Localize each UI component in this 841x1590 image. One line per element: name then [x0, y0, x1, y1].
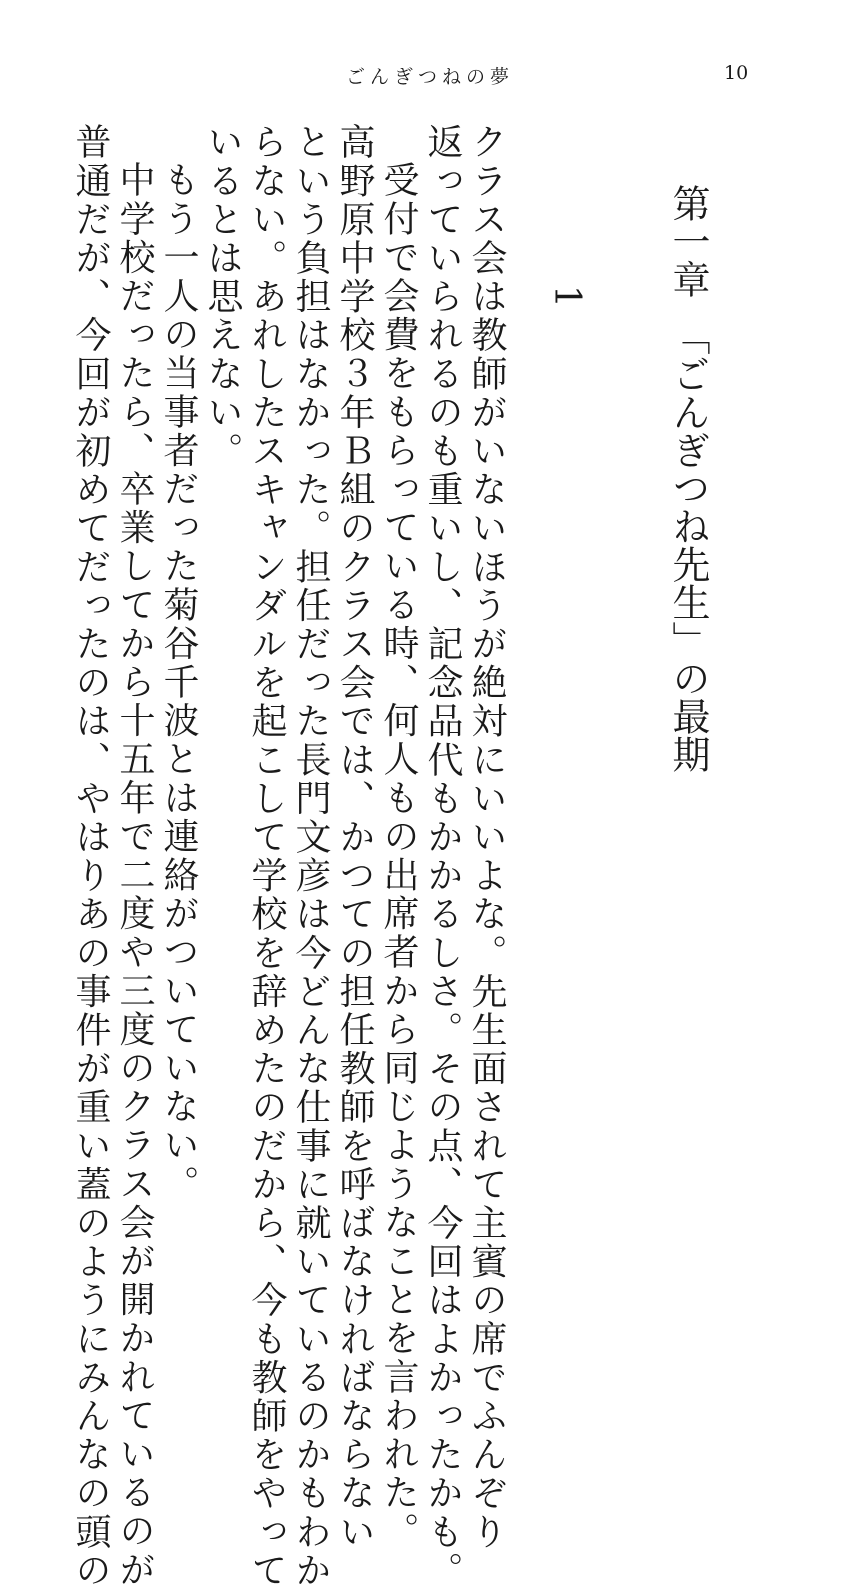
body-column-2: 返っていられるのも重いし、記念品代もかかるしさ。その点、今回はよかったかも。 — [422, 123, 463, 1590]
body-column-4: 高野原中学校３年Ｂ組のクラス会では、かつての担任教師を呼ばなければならない — [334, 123, 375, 1552]
page-number: 10 — [724, 62, 749, 84]
running-head-title: ごんぎつねの夢 — [345, 66, 514, 88]
body-column-5: という負担はなかった。担任だった長門文彦は今どんな仕事に就いているのかもわか — [290, 123, 331, 1590]
chapter-title: 第一章 「ごんぎつね先生」の最期 — [666, 184, 710, 773]
body-column-3: 受付で会費をもらっている時、何人もの出席者から同じようなことを言われた。 — [378, 161, 419, 1551]
body-column-6: らない。あれしたスキャンダルを起こして学校を辞めたのだから、今も教師をやって — [246, 123, 287, 1590]
section-number: 1 — [546, 285, 587, 308]
body-column-7: いるとは思えない。 — [202, 123, 243, 471]
body-column-9: 中学校だったら、卒業してから十五年で二度や三度のクラス会が開かれているのが — [114, 161, 155, 1590]
body-column-1: クラス会は教師がいないほうが絶対にいいよな。先生面されて主賓の席でふんぞり — [466, 123, 507, 1552]
body-column-8: もう一人の当事者だった菊谷千波とは連絡がついていない。 — [158, 161, 199, 1204]
body-column-10: 普通だが、今回が初めてだったのは、やはりあの事件が重い蓋のようにみんなの頭の — [70, 123, 111, 1590]
